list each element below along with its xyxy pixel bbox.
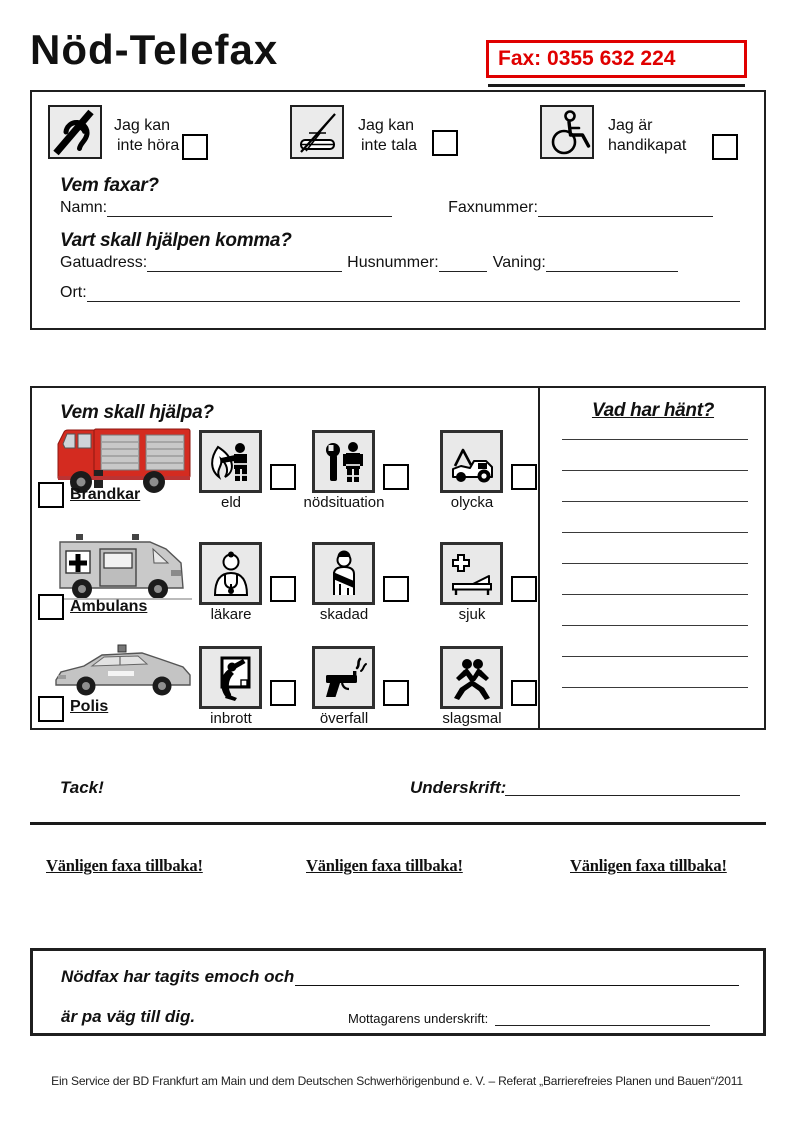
- footer-credit: Ein Service der BD Frankfurt am Main und dem Deutschen Schwerhörigenbund e. V. – Referat „Barrierefreies Planen und Bauen“/2011: [51, 1074, 743, 1088]
- picto-label-accident: olycka: [450, 494, 494, 511]
- incident-line-9[interactable]: [562, 687, 748, 688]
- city-label: Ort:: [60, 284, 87, 301]
- incident-line-8[interactable]: [562, 656, 748, 657]
- fax-back-text-3: Vänligen faxa tillbaka!: [570, 856, 727, 875]
- checkbox-handicapped[interactable]: [712, 134, 738, 160]
- picto-label-injured: skadad: [319, 606, 369, 623]
- burglar-icon: [199, 646, 262, 709]
- housenumber-label: Husnummer:: [347, 254, 439, 271]
- section-rule: [30, 822, 766, 825]
- picto-label-assault: överfall: [319, 710, 369, 727]
- incident-line-7[interactable]: [562, 625, 748, 626]
- faxnumber-label: Faxnummer:: [448, 199, 538, 216]
- picto-label-sick: sjuk: [458, 606, 486, 623]
- street-field-line[interactable]: [147, 252, 342, 272]
- incident-line-2[interactable]: [562, 470, 748, 471]
- checkbox-ambulance[interactable]: [38, 594, 64, 620]
- checkbox-sick[interactable]: [511, 576, 537, 602]
- picto-label-doctor: läkare: [210, 606, 252, 623]
- housenumber-field-line[interactable]: [439, 252, 487, 272]
- fight-icon: [440, 646, 503, 709]
- condition-label-handicapped: Jag är handikapat: [608, 117, 687, 154]
- cannot-speak-icon: [290, 105, 344, 159]
- sender-heading: Vem faxar?: [60, 175, 159, 196]
- checkbox-cannot-speak[interactable]: [432, 130, 458, 156]
- location-heading: Vart skall hjälpen komma?: [60, 230, 292, 251]
- helpers-heading: Vem skall hjälpa?: [60, 402, 214, 423]
- sick-bed-icon: [440, 542, 503, 605]
- receipt-section: [30, 948, 766, 1036]
- name-field-line[interactable]: [107, 197, 392, 217]
- checkbox-injured[interactable]: [383, 576, 409, 602]
- signature-label: Underskrift:: [410, 778, 507, 797]
- signature-field-line[interactable]: [505, 795, 740, 796]
- car-crash-icon: [440, 430, 503, 493]
- picto-label-burglary: inbrott: [210, 710, 252, 727]
- injured-person-icon: [312, 542, 375, 605]
- receipt-line2-text: är pa väg till dig.: [61, 1007, 196, 1026]
- fire-icon: [199, 430, 262, 493]
- picto-label-fight: slagsmal: [442, 710, 502, 727]
- fire-truck-icon: [54, 420, 196, 496]
- section-divider: [538, 388, 540, 728]
- incident-line-4[interactable]: [562, 532, 748, 533]
- incident-line-6[interactable]: [562, 594, 748, 595]
- receipt-name-line[interactable]: [295, 985, 739, 986]
- checkbox-police[interactable]: [38, 696, 64, 722]
- incident-line-3[interactable]: [562, 501, 748, 502]
- doctor-icon: [199, 542, 262, 605]
- checkbox-burglary[interactable]: [270, 680, 296, 706]
- deaf-ear-icon: [48, 105, 102, 159]
- receiver-signature-line[interactable]: [495, 1025, 710, 1026]
- street-label: Gatuadress:: [60, 254, 148, 271]
- receiver-signature-label: Mottagarens underskrift:: [348, 1011, 489, 1026]
- ambulance-icon: [54, 530, 194, 602]
- fax-number: Fax: 0355 632 224: [498, 47, 676, 70]
- checkbox-cannot-hear[interactable]: [182, 134, 208, 160]
- floor-label: Vaning:: [492, 254, 546, 271]
- condition-label-mute: Jag kan inte tala: [358, 117, 418, 154]
- checkbox-assault[interactable]: [383, 680, 409, 706]
- receipt-line1-text: Nödfax har tagits emoch och: [61, 967, 295, 986]
- fax-number-box: [486, 40, 747, 78]
- emergency-worker-icon: [312, 430, 375, 493]
- incident-line-1[interactable]: [562, 439, 748, 440]
- name-label: Namn:: [60, 199, 108, 216]
- thanks-text: Tack!: [60, 778, 104, 797]
- vehicle-label-police: Polis: [70, 698, 109, 715]
- help-section: [30, 386, 766, 730]
- vehicle-label-ambulance: Ambulans: [70, 598, 148, 615]
- fax-back-text-2: Vänligen faxa tillbaka!: [306, 856, 463, 875]
- faxnumber-field-line[interactable]: [538, 197, 713, 217]
- checkbox-fire[interactable]: [270, 464, 296, 490]
- incident-line-5[interactable]: [562, 563, 748, 564]
- wheelchair-icon: [540, 105, 594, 159]
- checkbox-accident[interactable]: [511, 464, 537, 490]
- checkbox-fire-brigade[interactable]: [38, 482, 64, 508]
- police-car-icon: [48, 642, 198, 702]
- incident-heading: Vad har hänt?: [591, 400, 715, 421]
- vehicle-label-fire: Brandkar: [70, 486, 141, 503]
- page-title: Nöd-Telefax: [30, 26, 279, 73]
- checkbox-fight[interactable]: [511, 680, 537, 706]
- picto-label-fire: eld: [220, 494, 242, 511]
- contact-section: [30, 90, 766, 330]
- fax-back-text-1: Vänligen faxa tillbaka!: [46, 856, 203, 875]
- checkbox-doctor[interactable]: [270, 576, 296, 602]
- checkbox-emergency[interactable]: [383, 464, 409, 490]
- floor-field-line[interactable]: [546, 252, 678, 272]
- picto-label-emergency: nödsituation: [303, 494, 385, 511]
- gun-icon: [312, 646, 375, 709]
- city-field-line[interactable]: [87, 282, 740, 302]
- condition-label-deaf: Jag kan inte höra: [114, 117, 180, 154]
- fax-box-underline: [488, 84, 745, 87]
